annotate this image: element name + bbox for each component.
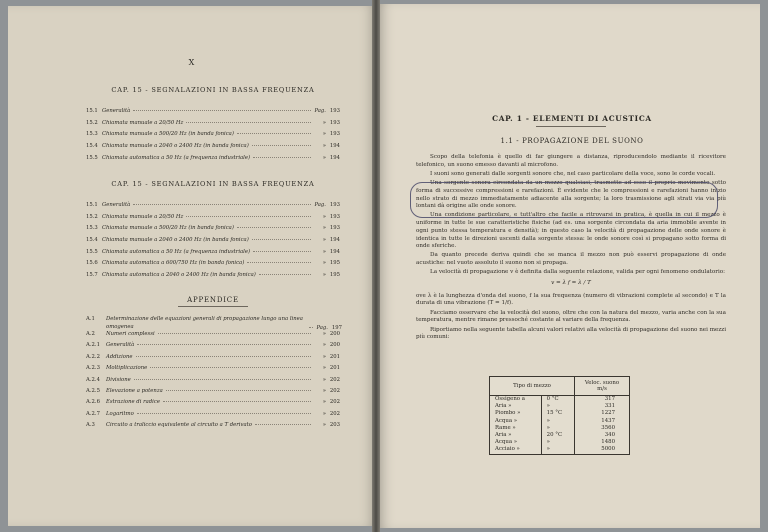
- table-cell-temperature: 20 °C: [541, 432, 574, 439]
- table-row: [490, 403, 630, 410]
- toc-page-number: 200: [329, 331, 340, 337]
- toc-label: Chiamata manuale a 20/50 Hz: [102, 119, 184, 126]
- toc-pag-marker: »: [322, 272, 326, 279]
- toc-page-number: 202: [329, 410, 340, 417]
- toc-row: [86, 377, 340, 388]
- toc-row: [86, 214, 340, 226]
- toc-leader-dots: [133, 110, 311, 111]
- toc-row: [86, 388, 340, 399]
- paragraph: Riportiamo nella seguente tabella alcuni valori relativi alla velocità di propagazione del suono nei mezzi più comuni:: [416, 326, 726, 341]
- toc-leader-dots: [136, 356, 311, 357]
- toc-leader-dots: [259, 274, 311, 275]
- table-cell-medium: Rame »: [490, 425, 542, 432]
- toc-pag-marker: »: [322, 260, 326, 267]
- toc-pag-marker: »: [322, 119, 326, 126]
- toc-row: [86, 249, 340, 261]
- page-number: X: [188, 58, 196, 67]
- table-cell-temperature: »: [541, 425, 574, 432]
- table-cell-speed: 340: [575, 432, 630, 439]
- table-header-speed: Veloc. suono m/s: [575, 377, 630, 396]
- chapter-title: CAP. 1 - ELEMENTI DI ACUSTICA: [492, 114, 652, 123]
- toc-page-number: 203: [329, 422, 340, 429]
- toc-page-number: 193: [329, 213, 340, 220]
- toc-leader-dots: [150, 367, 311, 368]
- toc-pag-marker: Pag.: [316, 325, 328, 331]
- toc-page-number: 193: [329, 202, 340, 208]
- table-cell-speed: 331: [575, 403, 630, 410]
- toc-number: A.2.5: [86, 387, 100, 394]
- toc-section-a-title: CAP. 15 - SEGNALAZIONI IN BASSA FREQUENZA: [111, 86, 315, 94]
- table-cell-temperature: »: [541, 403, 574, 410]
- toc-leader-dots: [134, 379, 311, 380]
- table-cell-speed: 3560: [575, 425, 630, 432]
- toc-row: [86, 202, 340, 214]
- toc-appendix: [86, 296, 340, 434]
- toc-section-b: [86, 180, 340, 284]
- toc-row: [86, 342, 340, 353]
- paragraph: Una sorgente sonora circondata da un mezzo qualsiasi, trasmette ad esso il proprio movimento sotto forma di successive compressioni e rarefazioni. È evidente che le compressioni e rarefazioni hanno inizio nello strato di mezzo immediatamente adiacente alla sorgente; la loro trasmissione agli strati via via più lontani dà origine alle onde sonore.: [416, 180, 726, 210]
- toc-pag-marker: Pag.: [314, 108, 326, 114]
- toc-row: [86, 225, 340, 237]
- toc-row: [86, 316, 340, 331]
- toc-page-number: 193: [329, 119, 340, 126]
- book-gutter: [372, 0, 380, 532]
- toc-row: [86, 155, 340, 167]
- toc-number: 15.2: [86, 213, 98, 220]
- toc-pag-marker: »: [322, 331, 326, 337]
- toc-page-number: 201: [329, 365, 340, 372]
- toc-leader-dots: [253, 251, 311, 252]
- toc-pag-marker: Pag.: [314, 202, 326, 208]
- table-cell-medium: Acqua »: [490, 418, 542, 425]
- toc-leader-dots: [166, 390, 311, 391]
- toc-leader-dots: [186, 122, 311, 123]
- velocity-formula: v = λ f = λ / T: [551, 280, 591, 287]
- paragraph: Scopo della telefonia è quello di far giungere a distanza, riproducendolo mediante il ricevitore telefonico, un suono emesso davanti al microfono.: [416, 154, 726, 168]
- toc-leader-dots: [163, 401, 311, 402]
- toc-label: Moltiplicazione: [106, 365, 148, 372]
- table-row: [490, 439, 630, 446]
- toc-label: Chiamata manuale a 20/50 Hz: [102, 213, 184, 220]
- toc-label: Chiamata automatica a 50 Hz (a frequenza industriale): [102, 154, 251, 161]
- toc-row: [86, 237, 340, 249]
- toc-label: Chiamata manuale a 2040 o 2400 Hz (in banda fonica): [102, 143, 249, 150]
- table-row: [490, 396, 630, 404]
- toc-number: A.2.2: [86, 353, 100, 360]
- table-cell-temperature: »: [541, 439, 574, 446]
- toc-pag-marker: »: [322, 213, 326, 220]
- table-row: [490, 446, 630, 454]
- toc-label: Generalità: [102, 202, 131, 208]
- table-cell-temperature: 15 °C: [541, 410, 574, 417]
- toc-label: Circuito a traliccio equivalente al circuito a T derivato: [106, 422, 252, 429]
- section-title: 1.1 - PROPAGAZIONE DEL SUONO: [500, 137, 644, 145]
- toc-label: Elevazione a potenza: [106, 387, 163, 394]
- toc-page-number: 200: [329, 342, 340, 349]
- table-cell-temperature: 0 °C: [541, 396, 574, 404]
- toc-pag-marker: »: [322, 237, 326, 244]
- toc-row: [86, 422, 340, 433]
- toc-number: 15.4: [86, 237, 98, 244]
- toc-pag-marker: »: [322, 225, 326, 232]
- toc-number: 15.4: [86, 143, 98, 150]
- table-row: [490, 432, 630, 439]
- toc-pag-marker: »: [322, 376, 326, 383]
- table-cell-medium: Ossigeno a: [490, 396, 542, 404]
- table-row: [490, 410, 630, 417]
- toc-number: 15.5: [86, 248, 98, 255]
- toc-page-number: 202: [329, 376, 340, 383]
- toc-row: [86, 260, 340, 272]
- toc-pag-marker: »: [322, 342, 326, 349]
- toc-leader-dots: [252, 145, 311, 146]
- toc-label: Numeri complessi: [106, 331, 155, 337]
- toc-label: Estrazione di radice: [106, 399, 160, 406]
- paragraph: Una condizione particolare, e tutt'altro che facile a ritrovarsi in pratica, è quella in cui il mezzo è uniforme in tutte le sue caratteristiche fisiche (ad es. una sorgente circondata da aria immobile avente in ogni punto stessa temperatura e densità); in questo caso la velocità di propagazione delle onde sonore è identica in tutte le direzioni uscenti dalla sorgente stessa: le onde sonore così si propagano sotto forma di onde sferiche.: [416, 212, 726, 250]
- toc-pag-marker: »: [322, 154, 326, 161]
- toc-row: [86, 120, 340, 132]
- table-cell-medium: Aria »: [490, 432, 542, 439]
- toc-label: Chiamata manuale a 500/20 Hz (in banda fonica): [102, 225, 234, 232]
- toc-number: 15.2: [86, 119, 98, 126]
- left-page: [8, 6, 376, 526]
- toc-label: Generalità: [102, 108, 131, 114]
- toc-pag-marker: »: [322, 387, 326, 394]
- toc-pag-marker: »: [322, 353, 326, 360]
- toc-label: Divisione: [106, 376, 131, 383]
- appendix-rule: [178, 306, 248, 307]
- toc-number: 15.6: [86, 260, 98, 267]
- toc-page-number: 201: [329, 353, 340, 360]
- toc-number: 15.3: [86, 131, 98, 138]
- toc-label: Generalità: [106, 342, 135, 349]
- toc-row: [86, 399, 340, 410]
- paragraph: La velocità di propagazione v è definita dalla seguente relazione, valida per ogni fenomeno ondulatorio:: [430, 269, 725, 276]
- toc-page-number: 194: [329, 154, 340, 161]
- toc-number: A.2.6: [86, 399, 100, 406]
- table-row: [490, 425, 630, 432]
- toc-page-number: 193: [329, 225, 340, 232]
- toc-leader-dots: [247, 262, 311, 263]
- toc-page-number: 193: [329, 131, 340, 138]
- table-cell-temperature: »: [541, 446, 574, 454]
- toc-page-number: 193: [329, 108, 340, 114]
- toc-leader-dots: [309, 327, 313, 328]
- toc-row: [86, 365, 340, 376]
- toc-number: 15.1: [86, 202, 98, 208]
- toc-page-number: 202: [329, 387, 340, 394]
- table-cell-temperature: »: [541, 418, 574, 425]
- toc-number: A.2: [86, 331, 95, 337]
- toc-number: 15.3: [86, 225, 98, 232]
- table-cell-medium: Piombo »: [490, 410, 542, 417]
- toc-leader-dots: [253, 157, 311, 158]
- pen-annotation-mark: [410, 182, 718, 218]
- toc-leader-dots: [137, 413, 311, 414]
- toc-page-number: 195: [329, 272, 340, 279]
- right-page: [376, 4, 760, 528]
- table-header-medium: Tipo di mezzo: [490, 377, 575, 396]
- toc-leader-dots: [237, 133, 311, 134]
- sound-speed-table: [489, 376, 630, 455]
- toc-label: Logaritmo: [106, 410, 134, 417]
- toc-label: Determinazione delle equazioni generali di propagazione lungo una linea omogenea: [106, 316, 303, 330]
- toc-number: 15.5: [86, 154, 98, 161]
- toc-row: [86, 331, 340, 342]
- table-cell-speed: 5000: [575, 446, 630, 454]
- table-row: [490, 418, 630, 425]
- toc-leader-dots: [158, 333, 311, 334]
- toc-number: A.1: [86, 316, 95, 322]
- toc-section-b-title: CAP. 15 - SEGNALAZIONI IN BASSA FREQUENZA: [111, 180, 315, 188]
- toc-number: A.2.7: [86, 410, 100, 417]
- toc-pag-marker: »: [322, 410, 326, 417]
- toc-label: Chiamata automatica a 600/750 Hz (in banda fonica): [102, 260, 245, 267]
- toc-label: Chiamata automatica a 50 Hz (a frequenza industriale): [102, 248, 251, 255]
- chapter-rule: [536, 126, 606, 127]
- paragraph: Da quanto precede deriva quindi che se manca il mezzo non può esservi propagazione di onde acustiche: nel vuoto assoluto il suono non si propaga.: [416, 252, 726, 267]
- toc-section-a: [86, 86, 340, 166]
- toc-label: Chiamata manuale a 500/20 Hz (in banda fonica): [102, 131, 234, 138]
- table-cell-speed: 1480: [575, 439, 630, 446]
- paragraph: Facciamo osservare che la velocità del suono, oltre che con la natura del mezzo, varia anche con la sua temperatura, mentre rimane pressoché costante al variare della frequenza.: [416, 309, 726, 324]
- table-cell-speed: 1437: [575, 418, 630, 425]
- toc-pag-marker: »: [322, 399, 326, 406]
- toc-row: [86, 354, 340, 365]
- toc-number: A.2.4: [86, 376, 100, 383]
- paragraph: ove λ è la lunghezza d'onda del suono, f la sua frequenza (numero di vibrazioni complete al secondo) e T la durata di una vibrazione (T = 1/f).: [416, 292, 726, 307]
- toc-leader-dots: [133, 204, 311, 205]
- toc-number: A.2.3: [86, 365, 100, 372]
- toc-page-number: 194: [329, 237, 340, 244]
- toc-number: 15.1: [86, 108, 98, 114]
- toc-row: [86, 108, 340, 120]
- toc-pag-marker: »: [322, 248, 326, 255]
- toc-page-number: 194: [329, 248, 340, 255]
- toc-page-number: 195: [329, 260, 340, 267]
- toc-number: A.2.1: [86, 342, 100, 349]
- table-cell-speed: 317: [575, 396, 630, 404]
- toc-pag-marker: »: [322, 422, 326, 429]
- toc-page-number: 197: [331, 325, 342, 331]
- table-cell-speed: 1227: [575, 410, 630, 417]
- toc-label: Chiamata automatica a 2040 o 2400 Hz (in banda fonica): [102, 272, 256, 279]
- toc-leader-dots: [252, 239, 311, 240]
- toc-page-number: 202: [329, 399, 340, 406]
- toc-number: A.3: [86, 422, 95, 429]
- toc-leader-dots: [237, 227, 311, 228]
- toc-row: [86, 272, 340, 284]
- appendix-title: APPENDICE: [187, 296, 239, 304]
- toc-number: 15.7: [86, 272, 98, 279]
- toc-row: [86, 411, 340, 422]
- toc-pag-marker: »: [322, 131, 326, 138]
- table-cell-medium: Acciaio »: [490, 446, 542, 454]
- toc-label: Chiamata manuale a 2040 o 2400 Hz (in banda fonica): [102, 237, 249, 244]
- paragraph: I suoni sono generati dalle sorgenti sonore che, nel caso particolare della voce, sono le corde vocali.: [430, 170, 716, 177]
- toc-page-number: 194: [329, 143, 340, 150]
- toc-row: [86, 143, 340, 155]
- toc-row: [86, 131, 340, 143]
- table-cell-medium: Aria »: [490, 403, 542, 410]
- toc-label: Addizione: [106, 353, 133, 360]
- toc-leader-dots: [137, 344, 311, 345]
- table-cell-medium: Acqua »: [490, 439, 542, 446]
- toc-leader-dots: [186, 216, 311, 217]
- toc-leader-dots: [255, 424, 311, 425]
- toc-pag-marker: »: [322, 143, 326, 150]
- toc-pag-marker: »: [322, 365, 326, 372]
